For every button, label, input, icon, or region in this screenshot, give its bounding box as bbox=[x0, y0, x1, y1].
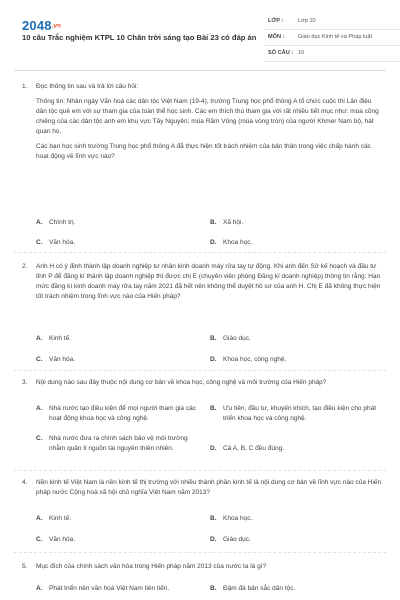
option-letter: D. bbox=[210, 356, 217, 363]
option-text: Giáo dục. bbox=[223, 536, 251, 543]
option-letter: A. bbox=[36, 335, 43, 342]
option-text: Cả A, B, C đều đúng. bbox=[223, 445, 285, 452]
meta-value: Lớp 10 bbox=[298, 18, 316, 24]
option-letter: B. bbox=[210, 335, 217, 342]
option-text: Văn hóa. bbox=[49, 356, 76, 363]
question-text: Nội dung nào sau đây thuộc nội dung cơ bản về khoa học, công nghệ và môi trường của Hiến pháp? bbox=[36, 379, 327, 386]
site-logo[interactable] bbox=[22, 18, 61, 33]
question-number: 4. bbox=[22, 479, 28, 486]
option-letter: C. bbox=[36, 239, 43, 246]
option-letter: D. bbox=[210, 445, 217, 452]
option-text: Khoa học. bbox=[223, 515, 253, 522]
option-letter: D. bbox=[210, 239, 217, 246]
question-4 bbox=[22, 478, 382, 500]
option-letter: D. bbox=[210, 536, 217, 543]
question-text: Nền kinh tế Việt Nam là nền kinh tế thị trường với nhiều thành phần kinh tế là nội dung cơ bản về lĩnh vực nào của Hiến pháp nước Cộng hoà xã hội chủ nghĩa Việt Nam năm 2013? bbox=[36, 479, 382, 496]
question-prompt: Các bạn học sinh trường Trung học phổ thông A đã thực hiện tốt trách nhiệm của bản thân trong việc chấp hành các hoạt động về lĩnh vực nào? bbox=[36, 143, 371, 160]
question-separator bbox=[14, 552, 386, 553]
option-letter: A. bbox=[36, 585, 43, 592]
question-5 bbox=[22, 562, 382, 574]
option-letter: A. bbox=[36, 219, 43, 226]
meta-row-subject bbox=[264, 30, 400, 46]
meta-key: SỐ CÂU : bbox=[268, 50, 294, 56]
option-text: Nhà nước đưa ra chính sách bảo vệ môi trường nhằm quản lí nguồn tài nguyên thiên nhiên. bbox=[49, 435, 188, 452]
question-separator bbox=[14, 370, 386, 371]
meta-value: Giáo dục Kinh tế và Pháp luật bbox=[298, 34, 373, 40]
question-3 bbox=[22, 378, 382, 400]
meta-table bbox=[264, 14, 400, 62]
option-letter: A. bbox=[36, 515, 43, 522]
option-letter: C. bbox=[36, 356, 43, 363]
option-text: Ưu tiên, đầu tư, khuyến khích, tạo điều kiện cho phát triển khoa học và công nghệ. bbox=[223, 405, 377, 422]
meta-row-count bbox=[264, 46, 400, 62]
question-2 bbox=[22, 262, 382, 332]
worksheet-title: 10 câu Trắc nghiệm KTPL 10 Chân trời sáng tạo Bài 23 có đáp án bbox=[22, 33, 257, 42]
question-text: Đọc thông tin sau và trả lời câu hỏi: bbox=[36, 83, 139, 90]
logo-text: 2048 bbox=[22, 18, 52, 33]
question-number: 3. bbox=[22, 379, 28, 386]
question-info: Thông tin: Nhân ngày Văn hoá các dân tộc Việt Nam (19-4), trường Trung học phổ thông A tổ chức cuộc thi Lản điệu dân tộc quê em với sự tham gia của toàn thể học sinh. Các em thích thú tham gia với rất nhiều tiết mục như: múa cồng chiêng của các dân tộc anh em khu vực Tây Nguyên; múa Răm Vông (múa vòng tròn) của người Khmer Nam bộ, hát quan họ. bbox=[36, 98, 379, 135]
worksheet-header bbox=[14, 12, 386, 68]
meta-value: 10 bbox=[298, 50, 305, 56]
option-letter: B. bbox=[210, 405, 217, 412]
option-text: Nhà nước tạo điều kiện để mọi người tham gia các hoạt động khoa học và công nghệ. bbox=[49, 405, 196, 422]
option-text: Đậm đà bản sắc dân tộc. bbox=[223, 585, 296, 592]
option-letter: B. bbox=[210, 219, 217, 226]
option-text: Chính trị. bbox=[49, 219, 76, 226]
option-letter: A. bbox=[36, 405, 43, 412]
meta-row-class bbox=[264, 14, 400, 30]
question-text: Mục đích của chính sách văn hóa trong Hiến pháp năm 2013 của nước ta là gì? bbox=[36, 563, 267, 570]
option-letter: B. bbox=[210, 515, 217, 522]
option-letter: C. bbox=[36, 536, 43, 543]
option-text: Giáo dục. bbox=[223, 335, 251, 342]
option-text: Xã hội. bbox=[223, 219, 244, 226]
question-number: 1. bbox=[22, 83, 28, 90]
meta-key: LỚP : bbox=[268, 18, 284, 24]
option-letter: C. bbox=[36, 435, 43, 442]
question-number: 2. bbox=[22, 263, 28, 270]
question-separator bbox=[14, 470, 386, 471]
option-letter: B. bbox=[210, 585, 217, 592]
option-text: Khoa học. bbox=[223, 239, 253, 246]
option-text: Kinh tế. bbox=[49, 515, 72, 522]
question-separator bbox=[14, 252, 386, 253]
question-number: 5. bbox=[22, 563, 28, 570]
question-1 bbox=[22, 82, 382, 202]
option-text: Phát triển nền văn hoá Việt Nam tiên tiến. bbox=[49, 585, 170, 592]
meta-key: MÔN : bbox=[268, 34, 285, 40]
option-text: Kinh tế. bbox=[49, 335, 72, 342]
option-text: Khoa học, công nghệ. bbox=[223, 356, 287, 363]
option-text: Văn hóa. bbox=[49, 536, 76, 543]
question-text: Anh H có ý định thành lập doanh nghiệp tư nhân kinh doanh máy rửa tay tự động. Khi anh đến Sở kế hoạch và đầu tư tỉnh P để đăng kí thành lập doanh nghiệp thì được chị E (chuyên viên phòng Đăng kí doanh nghiệp) thông tin rằng: Hạn mức đăng kí kinh doanh máy rửa tay năm 2021 đã hết nên không thể duyệt hồ sơ của anh H. Chị E đã không thực hiện tốt trách nhiệm trong lĩnh vực nào của Hiến pháp? bbox=[36, 263, 381, 300]
header-divider bbox=[14, 70, 386, 71]
option-text: Văn hóa. bbox=[49, 239, 76, 246]
logo-suffix: .vn bbox=[51, 23, 62, 30]
